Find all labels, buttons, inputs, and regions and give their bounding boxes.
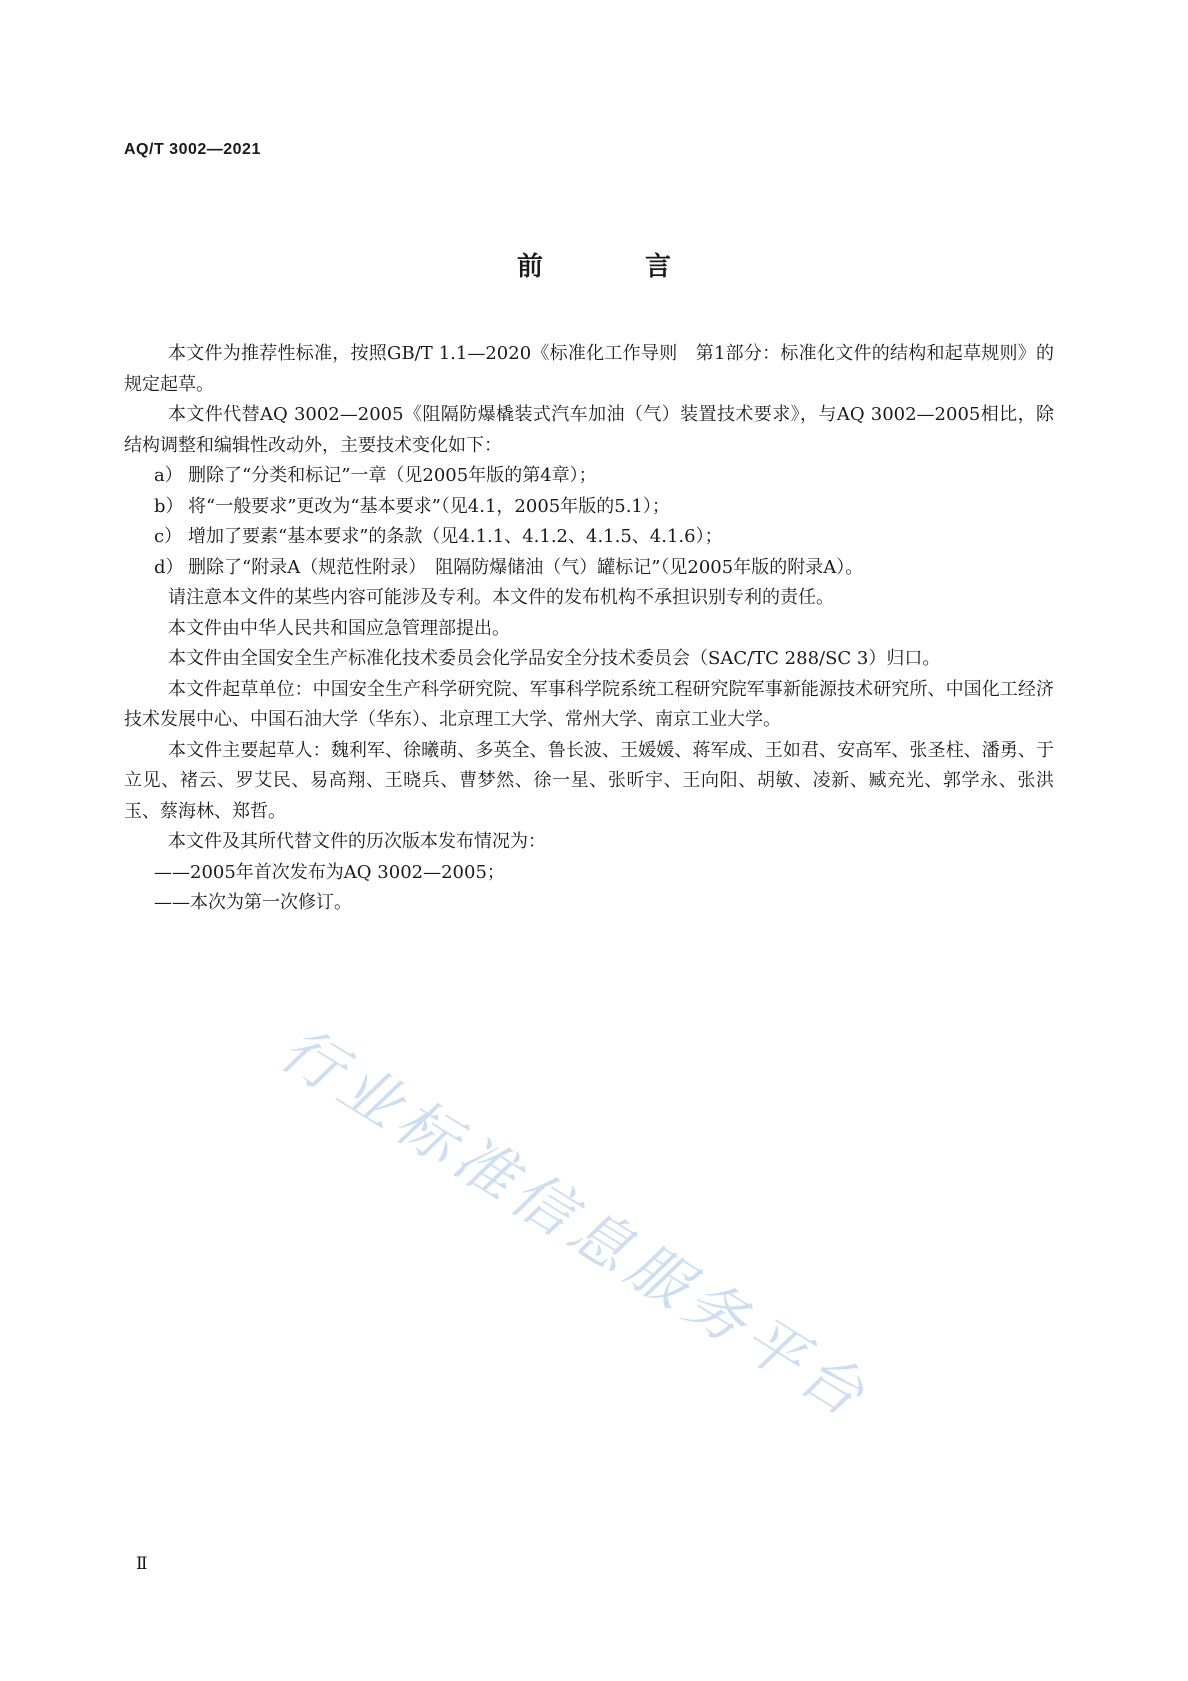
list-item [124,522,1054,553]
watermark: 行业标准信息服务平台 [268,1014,882,1434]
list-item [124,461,1054,492]
paragraph: 本文件主要起草人：魏利军、徐曦萌、多英全、鲁长波、王媛媛、蒋军成、王如君、安高军、张圣柱、潘勇、于立见、褚云、罗艾民、易高翔、王晓兵、曹梦然、徐一星、张昕宇、王向阳、胡敏、凌新、臧充光、郭学永、张洪玉、蔡海林、郑哲。 [124,739,1054,822]
paragraph: 本文件由中华人民共和国应急管理部提出。 [168,617,510,639]
paragraph: 本文件起草单位：中国安全生产科学研究院、军事科学院系统工程研究院军事新能源技术研究所、中国化工经济技术发展中心、中国石油大学（华东）、北京理工大学、常州大学、南京工业大学。 [124,678,1054,730]
document-code: AQ/T 3002—2021 [124,141,261,158]
list-marker: b） [154,495,184,517]
list-item-text: 删除了“分类和标记”一章（见2005年版的第4章）； [188,465,597,486]
list-item-text: 将“一般要求”更改为“基本要求”（见4.1，2005年版的5.1）； [188,495,670,517]
paragraph: 本文件代替AQ 3002—2005《阻隔防爆橇装式汽车加油（气）装置技术要求》，与AQ 3002—2005相比，除结构调整和编辑性改动外，主要技术变化如下： [124,404,1054,456]
page-title: 前 言 [516,252,709,282]
list-item-text: 删除了“附录A（规范性附录） 阻隔防爆储油（气）罐标记”（见2005年版的附录A）。 [188,556,864,578]
dash-item: ——本次为第一次修订。 [154,892,352,913]
paragraph: 本文件及其所代替文件的历次版本发布情况为： [168,831,546,852]
list-item [124,492,1054,523]
paragraph: 请注意本文件的某些内容可能涉及专利。本文件的发布机构不承担识别专利的责任。 [168,587,834,608]
body-text [124,339,1054,919]
list-marker: c） [154,526,183,547]
page-number: Ⅱ [136,1554,148,1574]
paragraph: 本文件由全国安全生产标准化技术委员会化学品安全分技术委员会（SAC/TC 288/SC 3）归口。 [168,648,941,669]
list-marker: d） [154,556,184,578]
dash-item: ——2005年首次发布为AQ 3002—2005； [154,861,505,883]
list-item [124,553,1054,584]
paragraph: 本文件为推荐性标准，按照GB/T 1.1—2020《标准化工作导则 第1部分：标准化文件的结构和起草规则》的规定起草。 [124,343,1054,395]
list-marker: a） [154,465,183,486]
list-item-text: 增加了要素“基本要求”的条款（见4.1.1、4.1.2、4.1.5、4.1.6）； [188,526,723,547]
